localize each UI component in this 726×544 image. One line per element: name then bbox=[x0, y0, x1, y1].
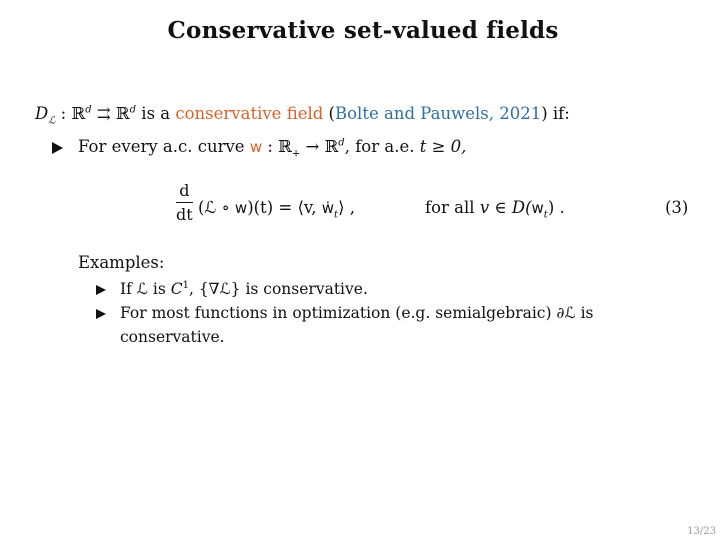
example-item-2-line1: For most functions in optimization (e.g. semialgebraic) ∂ℒ is bbox=[120, 304, 594, 322]
curve-symbol: w bbox=[249, 138, 263, 156]
eq-forall: for all bbox=[425, 198, 480, 217]
plus-subscript: + bbox=[291, 148, 301, 160]
frac-denominator: dt bbox=[176, 205, 193, 224]
bullet-text-b: : ℝ bbox=[262, 137, 292, 156]
example-1-sup: 1 bbox=[182, 280, 189, 291]
map-symbol: D bbox=[35, 104, 49, 123]
example-item-2-line2: conservative. bbox=[120, 328, 225, 346]
eq-w: w bbox=[234, 199, 248, 217]
conservative-field-highlight: conservative field bbox=[175, 104, 324, 123]
time-condition: t ≥ 0, bbox=[419, 137, 467, 156]
derivative-fraction bbox=[176, 181, 193, 224]
definition-line bbox=[35, 104, 570, 126]
bullet-text-c: → ℝ bbox=[300, 137, 339, 156]
examples-label: Examples: bbox=[78, 253, 165, 272]
equation-condition bbox=[425, 198, 565, 220]
dim-superscript-1: d bbox=[85, 104, 92, 116]
eq-lhs: (ℒ ∘ bbox=[198, 198, 235, 217]
frac-numerator: d bbox=[179, 181, 190, 200]
bullet-curve-line bbox=[78, 137, 466, 159]
frac-bar bbox=[176, 202, 193, 203]
bullet-text-a: For every a.c. curve bbox=[78, 137, 250, 156]
eq-wdot-sub: t bbox=[334, 209, 339, 221]
bullet-triangle-icon bbox=[96, 285, 106, 295]
bullet-text-d: , for a.e. bbox=[344, 137, 420, 156]
set-valued-arrow: ⇉ ℝ bbox=[91, 104, 130, 123]
eq-cond-end: ) . bbox=[547, 198, 565, 217]
equation-number: (3) bbox=[665, 198, 689, 217]
example-1-C: C bbox=[170, 280, 183, 299]
page-number: 13/23 bbox=[687, 526, 716, 537]
eq-wdot: ẇ bbox=[321, 199, 335, 217]
example-1-a: If ℒ is bbox=[120, 280, 171, 299]
eq-cond-sub: t bbox=[543, 209, 548, 221]
paren-close: ) if: bbox=[541, 104, 570, 123]
example-1-c: , {∇ℒ} is conservative. bbox=[188, 280, 368, 299]
eq-rhs-end: ⟩ , bbox=[338, 198, 355, 217]
eq-lhs-end: )(t) = ⟨v, bbox=[247, 198, 322, 217]
example-item-1 bbox=[120, 280, 368, 298]
bullet-triangle-icon bbox=[96, 309, 106, 319]
slide-title: Conservative set-valued fields bbox=[167, 17, 559, 44]
eq-cond-a: v ∈ D( bbox=[479, 198, 532, 217]
eq-cond-w: w bbox=[531, 199, 544, 217]
map-subscript: ℒ bbox=[48, 115, 56, 127]
dim-superscript: d bbox=[338, 137, 345, 149]
paren-open: ( bbox=[323, 104, 335, 123]
bullet-triangle-icon bbox=[52, 142, 63, 154]
equation-body bbox=[198, 198, 355, 220]
dim-superscript-2: d bbox=[129, 104, 137, 116]
signature-part-a: : ℝ bbox=[55, 104, 86, 123]
citation-link[interactable]: Bolte and Pauwels, 2021 bbox=[335, 104, 542, 123]
is-a-text: is a bbox=[136, 104, 176, 123]
